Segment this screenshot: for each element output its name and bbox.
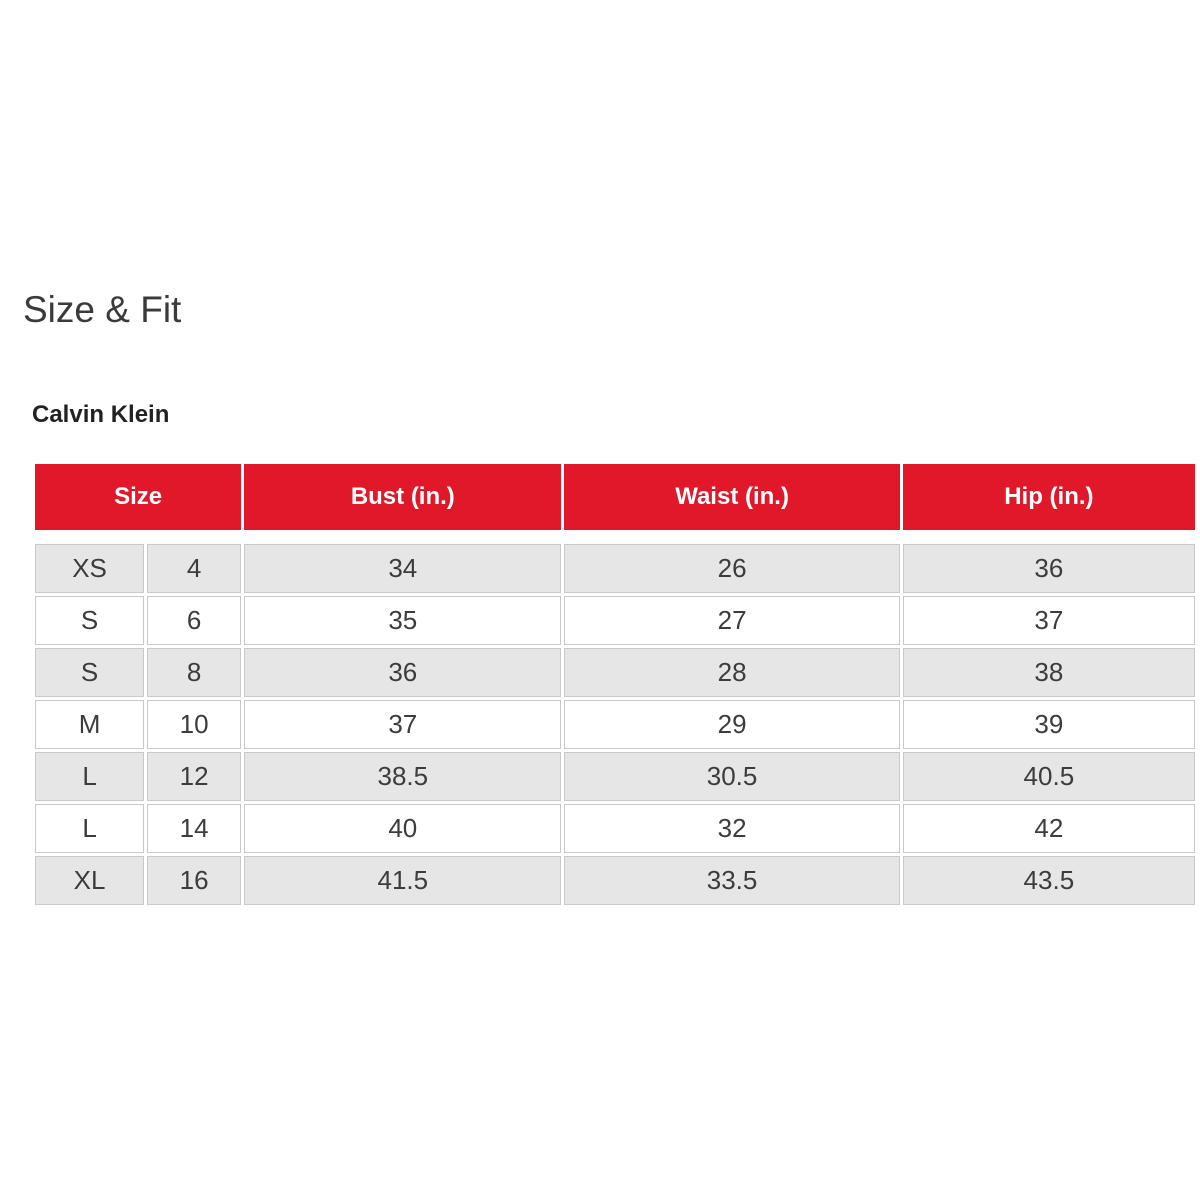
waist-cell: 28 [564, 648, 899, 697]
size-number-cell: 14 [147, 804, 241, 853]
waist-cell: 30.5 [564, 752, 899, 801]
size-number-cell: 4 [147, 544, 241, 593]
hip-cell: 39 [903, 700, 1195, 749]
size-number-cell: 6 [147, 596, 241, 645]
size-label-cell: L [35, 752, 144, 801]
size-number-cell: 8 [147, 648, 241, 697]
bust-cell: 37 [244, 700, 561, 749]
header-row [35, 464, 1195, 530]
hip-cell: 42 [903, 804, 1195, 853]
size-label-cell: XL [35, 856, 144, 905]
bust-column-header: Bust (in.) [244, 464, 561, 530]
table-row [35, 752, 1195, 801]
hip-cell: 37 [903, 596, 1195, 645]
table-row [35, 856, 1195, 905]
size-number-cell: 16 [147, 856, 241, 905]
size-chart-table [32, 461, 1198, 908]
bust-cell: 41.5 [244, 856, 561, 905]
hip-cell: 40.5 [903, 752, 1195, 801]
page-title: Size & Fit [23, 289, 182, 330]
table-row [35, 596, 1195, 645]
waist-cell: 33.5 [564, 856, 899, 905]
bust-cell: 38.5 [244, 752, 561, 801]
table-row [35, 700, 1195, 749]
size-column-header: Size [35, 464, 241, 530]
size-label-cell: L [35, 804, 144, 853]
bust-cell: 40 [244, 804, 561, 853]
hip-cell: 38 [903, 648, 1195, 697]
table-row [35, 648, 1195, 697]
waist-cell: 29 [564, 700, 899, 749]
brand-name: Calvin Klein [32, 401, 170, 428]
hip-cell: 36 [903, 544, 1195, 593]
waist-cell: 27 [564, 596, 899, 645]
size-number-cell: 12 [147, 752, 241, 801]
bust-cell: 35 [244, 596, 561, 645]
hip-cell: 43.5 [903, 856, 1195, 905]
size-label-cell: S [35, 596, 144, 645]
waist-column-header: Waist (in.) [564, 464, 899, 530]
waist-cell: 32 [564, 804, 899, 853]
size-label-cell: XS [35, 544, 144, 593]
hip-column-header: Hip (in.) [903, 464, 1195, 530]
size-label-cell: S [35, 648, 144, 697]
table-row [35, 804, 1195, 853]
bust-cell: 36 [244, 648, 561, 697]
table-row [35, 544, 1195, 593]
size-label-cell: M [35, 700, 144, 749]
size-number-cell: 10 [147, 700, 241, 749]
waist-cell: 26 [564, 544, 899, 593]
bust-cell: 34 [244, 544, 561, 593]
